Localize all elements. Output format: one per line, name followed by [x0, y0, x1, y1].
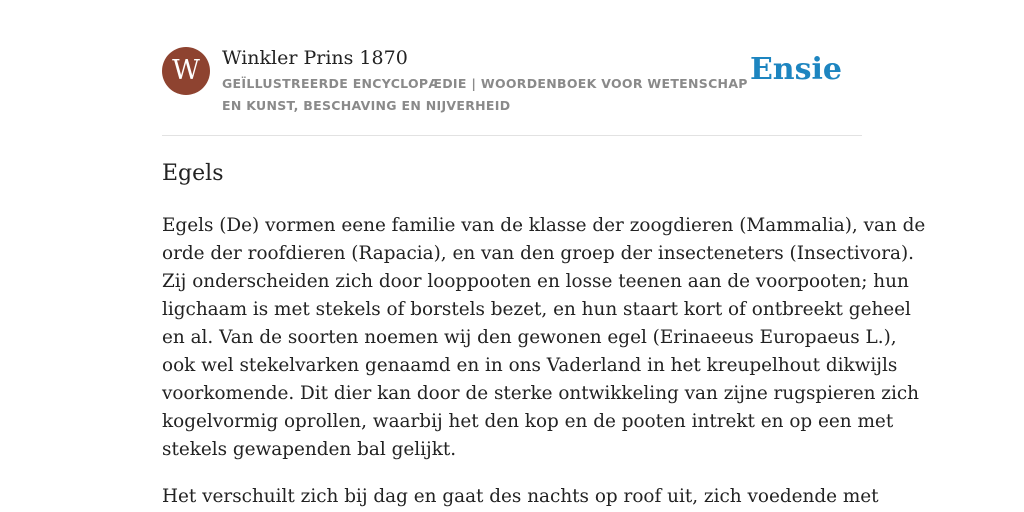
- source-subtitle: GEÏLLUSTREERDE ENCYCLOPÆDIE | WOORDENBOEK VOOR WETENSCHAP EN KUNST, BESCHAVING EN NIJVERHEID: [222, 76, 748, 113]
- paragraph-line: stekels gewapenden bal gelijkt.: [162, 439, 457, 460]
- source-avatar[interactable]: W: [162, 47, 210, 95]
- paragraph-line: Het verschuilt zich bij dag en gaat des nachts op roof uit, zich voedende met: [162, 486, 879, 507]
- paragraph-line: voorkomende. Dit dier kan door de sterke ontwikkeling van zijne rugspieren zich: [162, 383, 920, 404]
- source-header: [162, 46, 862, 116]
- article-title: Egels: [162, 161, 224, 186]
- paragraph-line: orde der roofdieren (Rapacia), en van den groep der insecteneters (Insectivora).: [162, 243, 914, 264]
- header-divider: [162, 135, 862, 136]
- paragraph-line: en al. Van de soorten noemen wij den gewonen egel (Erinaeeus Europaeus L.),: [162, 327, 897, 348]
- paragraph-line: Egels (De) vormen eene familie van de klasse der zoogdieren (Mammalia), van de: [162, 215, 926, 236]
- paragraph-line: Zij onderscheiden zich door looppooten en losse teenen aan de voorpooten; hun: [162, 271, 909, 292]
- paragraph-1: [162, 212, 926, 464]
- paragraph-line: ligchaam is met stekels of borstels bezet, en hun staart kort of ontbreekt geheel: [162, 299, 911, 320]
- paragraph-2: [162, 483, 879, 511]
- paragraph-line: ook wel stekelvarken genaamd en in ons Vaderland in het kreupelhout dikwijls: [162, 355, 898, 376]
- source-title-link[interactable]: Winkler Prins 1870: [222, 47, 408, 69]
- article-body: [162, 212, 926, 512]
- paragraph-line: kogelvormig oprollen, waarbij het den kop en de pooten intrekt en op een met: [162, 411, 894, 432]
- ensie-logo[interactable]: Ensie: [749, 52, 842, 87]
